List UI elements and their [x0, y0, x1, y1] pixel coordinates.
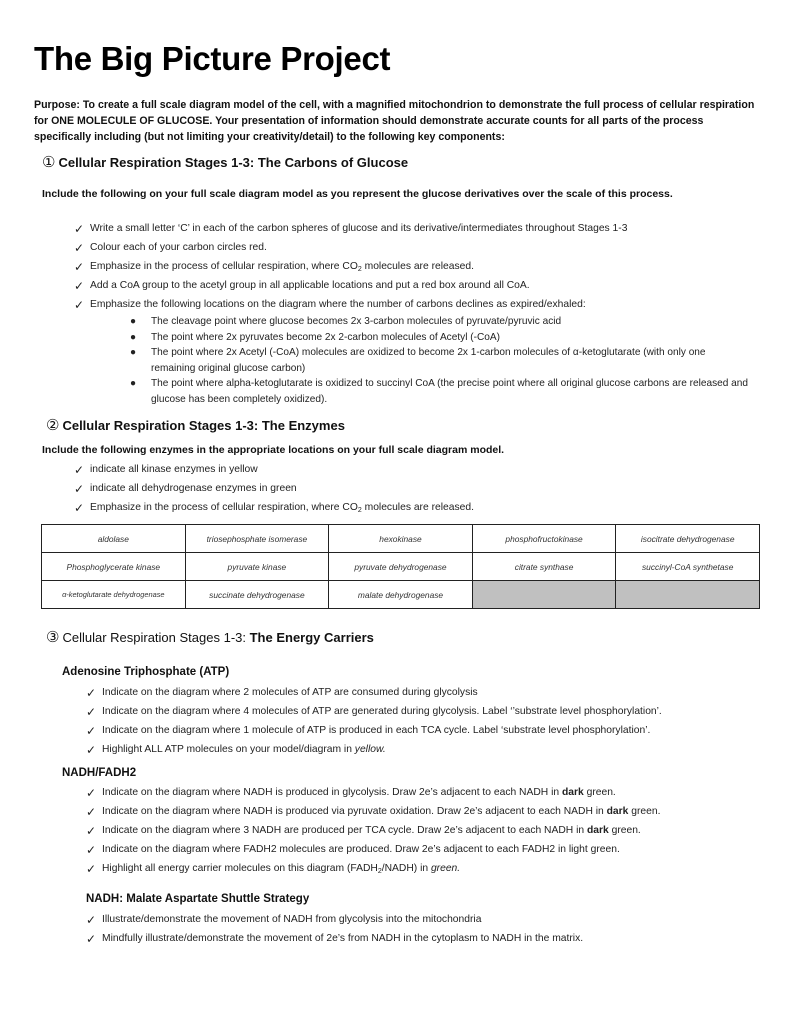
section3-title: Cellular Respiration Stages 1-3: — [62, 630, 250, 645]
enzyme-table — [41, 524, 760, 609]
nadh-checklist — [86, 784, 660, 879]
check-icon: ✓ — [86, 932, 97, 946]
shuttle-subheading: NADH: Malate Aspartate Shuttle Strategy — [86, 893, 310, 905]
table-row — [42, 553, 760, 581]
table-cell: triosephosphate isomerase — [185, 525, 329, 553]
section2-heading — [46, 416, 345, 434]
bullet-icon: ● — [130, 316, 137, 327]
bullet-icon: ● — [130, 378, 137, 389]
section2-number: ② — [46, 417, 60, 434]
table-cell: malate dehydrogenase — [329, 581, 473, 609]
checklist-item: ✓ Indicate on the diagram where NADH is produced in glycolysis. Draw 2e’s adjacent to each NADH in dark green. — [86, 786, 616, 800]
section1-title: Cellular Respiration Stages 1-3: The Carbons of Glucose — [58, 155, 409, 170]
table-cell: Phosphoglycerate kinase — [42, 553, 186, 581]
section1-bullets — [130, 314, 750, 407]
checklist-item: ✓ indicate all dehydrogenase enzymes in green — [74, 482, 297, 496]
check-icon: ✓ — [86, 724, 97, 738]
check-icon: ✓ — [86, 786, 97, 800]
bullet-item: ● The point where 2x Acetyl (-CoA) molecules are oxidized to become 2x 1-carbon molecules of α-ketoglutarate (with only one remaining original glucose carbon) — [130, 347, 706, 374]
table-cell: citrate synthase — [472, 553, 616, 581]
checklist-item: ✓ Write a small letter ‘C’ in each of the carbon spheres of glucose and its derivative/intermediates throughout Stages 1-3 — [74, 222, 628, 236]
table-row — [42, 525, 760, 553]
table-cell: succinyl-CoA synthetase — [616, 553, 760, 581]
check-icon: ✓ — [74, 298, 85, 312]
checklist-item: ✓ indicate all kinase enzymes in yellow — [74, 463, 258, 477]
checklist-item: ✓ Indicate on the diagram where 1 molecule of ATP is produced in each TCA cycle. Label ‘substrate level phosphorylation’. — [86, 724, 651, 738]
empty-cell — [472, 581, 616, 609]
checklist-item: ✓ Add a CoA group to the acetyl group in all applicable locations and put a red box around all CoA. — [74, 279, 530, 293]
check-icon: ✓ — [86, 862, 97, 876]
checklist-item: ✓ Illustrate/demonstrate the movement of NADH from glycolysis into the mitochondria — [86, 913, 482, 927]
atp-subheading: Adenosine Triphosphate (ATP) — [62, 666, 230, 678]
section2-checklist — [74, 461, 474, 518]
page-title: The Big Picture Project — [34, 40, 391, 77]
checklist-item: ✓ Emphasize in the process of cellular respiration, where $CO_2$ molecules are released. — [74, 260, 474, 274]
table-cell: pyruvate kinase — [185, 553, 329, 581]
checklist-item: ✓ Indicate on the diagram where 3 NADH are produced per TCA cycle. Draw 2e’s adjacent to each NADH in dark green. — [86, 824, 641, 838]
table-cell: pyruvate dehydrogenase — [329, 553, 473, 581]
section3-title-bold: The Energy Carriers — [249, 630, 374, 645]
check-icon: ✓ — [74, 463, 85, 477]
checklist-item: ✓ Indicate on the diagram where 2 molecules of ATP are consumed during glycolysis — [86, 686, 478, 700]
check-icon: ✓ — [74, 241, 85, 255]
table-cell: aldolase — [42, 525, 186, 553]
checklist-item: ✓ Colour each of your carbon circles red. — [74, 241, 267, 255]
table-row — [42, 581, 760, 609]
check-icon: ✓ — [74, 482, 85, 496]
checklist-item: ✓ Indicate on the diagram where FADH2 molecules are produced. Draw 2e’s adjacent to each FADH2 in light green. — [86, 843, 620, 857]
section3-number: ③ — [46, 629, 60, 646]
table-cell: succinate dehydrogenase — [185, 581, 329, 609]
checklist-item: ✓ Mindfully illustrate/demonstrate the movement of 2e’s from NADH in the cytoplasm to NADH in the matrix. — [86, 932, 584, 946]
empty-cell — [616, 581, 760, 609]
check-icon: ✓ — [86, 743, 97, 757]
check-icon: ✓ — [74, 279, 85, 293]
bullet-icon: ● — [130, 347, 137, 358]
section2-instruction: Include the following enzymes in the appropriate locations on your full scale diagram model. — [42, 444, 505, 456]
checklist-item: ✓ Highlight all energy carrier molecules on this diagram $(FADH_2/NADH)$ in green. — [86, 862, 461, 876]
checklist-item: ✓ Indicate on the diagram where 4 molecules of ATP are generated during glycolysis. Label ‘’substrate level phosphorylation’. — [86, 705, 662, 719]
section2-title: Cellular Respiration Stages 1-3: The Enzymes — [62, 418, 345, 433]
checklist-item: ✓ Indicate on the diagram where NADH is produced via pyruvate oxidation. Draw 2e’s adjacent to each NADH in dark green. — [86, 805, 661, 819]
check-icon: ✓ — [86, 705, 97, 719]
table-cell: isocitrate dehydrogenase — [616, 525, 760, 553]
purpose-paragraph: Purpose: To create a full scale diagram model of the cell, with a magnified mitochondrion to demonstrate the full process of cellular respiration for ONE MOLECULE OF GLUCOSE. Your presentation of information should demonstrate accurate counts for all parts of the process specifically including (but not limiting your creativity/detail) to the following key components: — [34, 99, 755, 143]
section1-instruction: Include the following on your full scale diagram model as you represent the glucose derivatives over the scale of this process. — [42, 188, 673, 200]
check-icon: ✓ — [74, 501, 85, 515]
check-icon: ✓ — [74, 260, 85, 274]
check-icon: ✓ — [86, 913, 97, 927]
bullet-item: ● The cleavage point where glucose becomes 2x 3-carbon molecules of pyruvate/pyruvic acid — [130, 314, 750, 330]
checklist-item: ✓ Highlight ALL ATP molecules on your model/diagram in yellow. — [86, 743, 386, 757]
bullet-item: ● The point where 2x pyruvates become 2x 2-carbon molecules of Acetyl (-CoA) — [130, 330, 750, 346]
section1-number: ① — [42, 154, 56, 171]
section1-heading — [42, 153, 408, 171]
check-icon: ✓ — [86, 686, 97, 700]
atp-checklist — [86, 684, 662, 760]
bullet-icon: ● — [130, 331, 137, 343]
check-icon: ✓ — [86, 843, 97, 857]
table-cell: α-ketoglutarate dehydrogenase — [42, 581, 186, 609]
table-cell: phosphofructokinase — [472, 525, 616, 553]
section3-heading — [46, 628, 374, 646]
check-icon: ✓ — [74, 222, 85, 236]
table-cell: hexokinase — [329, 525, 473, 553]
check-icon: ✓ — [86, 805, 97, 819]
check-icon: ✓ — [86, 824, 97, 838]
bullet-item: ● The point where alpha-ketoglutarate is oxidized to succinyl CoA (the precise point where all original glucose carbons are released and glucose has been completely oxidized). — [130, 378, 748, 405]
shuttle-checklist — [86, 911, 583, 949]
checklist-item: ✓ Emphasize the following locations on the diagram where the number of carbons declines as expired/exhaled: — [74, 298, 586, 312]
nadh-subheading: NADH/FADH2 — [62, 767, 137, 779]
checklist-item: ✓ Emphasize in the process of cellular respiration, where $CO_2$ molecules are released. — [74, 501, 474, 515]
section1-checklist — [74, 220, 627, 315]
